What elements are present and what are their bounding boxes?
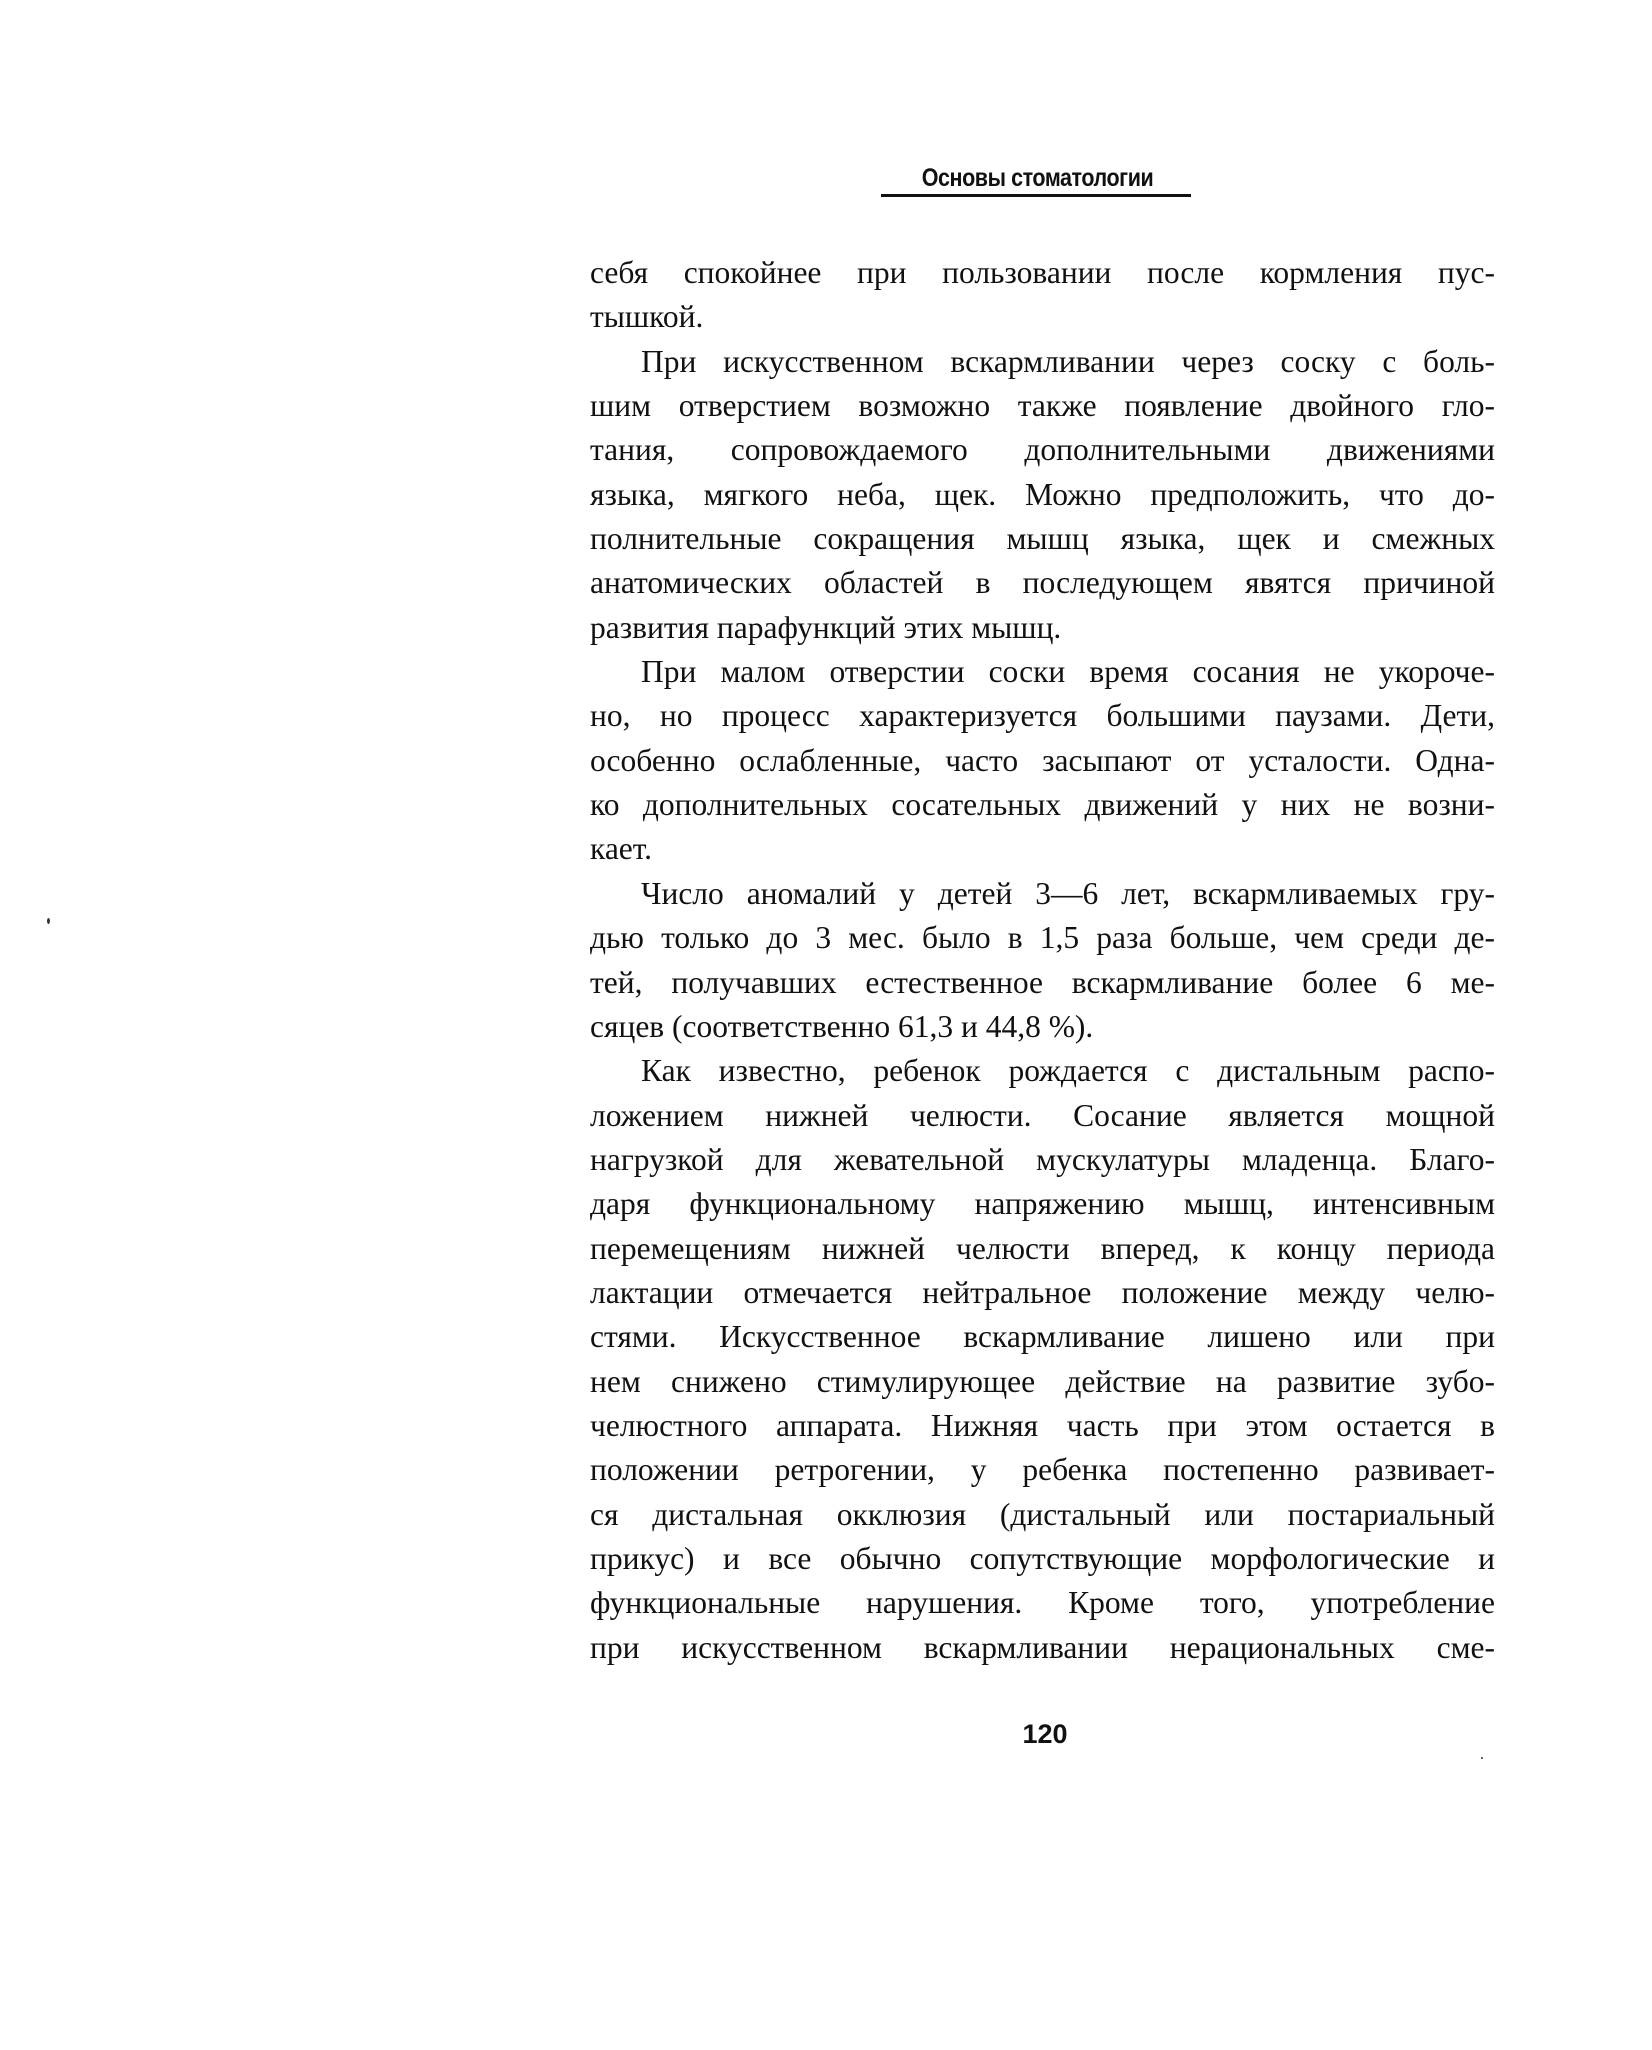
text-line: функциональные нарушения. Кроме того, употребление	[590, 1585, 1495, 1621]
text-line: При малом отверстии соски время сосания не укороче-	[641, 654, 1495, 690]
scan-speck	[1481, 1757, 1483, 1759]
paragraph	[590, 251, 1495, 340]
text-line: Число аномалий у детей 3—6 лет, вскармливаемых гру-	[641, 875, 1495, 911]
text-line: перемещениям нижней челюсти вперед, к концу периода	[590, 1230, 1495, 1266]
text-line: себя спокойнее при пользовании после кормления пус-	[590, 255, 1495, 290]
text-line: ложением нижней челюсти. Сосание является мощной	[590, 1097, 1495, 1133]
text-line: челюстного аппарата. Нижняя часть при этом остается в	[590, 1407, 1495, 1443]
running-head-title: Основы стоматологии	[921, 164, 1154, 192]
text-line: шим отверстием возможно также появление двойного гло-	[590, 388, 1495, 424]
text-line: стями. Искусственное вскармливание лишено или при	[590, 1319, 1495, 1355]
text-line: нем снижено стимулирующее действие на развитие зубо-	[590, 1363, 1495, 1399]
paragraph	[590, 650, 1495, 872]
text-line: нагрузкой для жевательной мускулатуры младенца. Благо-	[590, 1141, 1495, 1177]
text-line: дью только до 3 мес. было в 1,5 раза больше, чем среди де-	[590, 920, 1495, 956]
scan-speck	[47, 918, 50, 924]
text-line: При искусственном вскармливании через соску с боль-	[641, 343, 1495, 379]
body-text	[590, 251, 1495, 1670]
text-line: тания, сопровождаемого дополнительными движениями	[590, 432, 1495, 468]
paragraph	[590, 340, 1495, 650]
text-line: лактации отмечается нейтральное положение между челю-	[590, 1274, 1495, 1310]
paragraph	[590, 872, 1495, 1049]
text-line: ко дополнительных сосательных движений у них не возни-	[590, 787, 1495, 823]
running-head-rule	[881, 194, 1191, 197]
text-line: языка, мягкого неба, щек. Можно предположить, что до-	[590, 476, 1495, 512]
text-line: кает.	[590, 831, 653, 867]
text-line: Как известно, ребенок рождается с дистальным распо-	[641, 1053, 1495, 1089]
text-line: анатомических областей в последующем явятся причиной	[590, 565, 1495, 601]
text-line: тышкой.	[590, 299, 704, 335]
text-line: тей, получавших естественное вскармливание более 6 ме-	[590, 964, 1495, 1000]
text-line: прикус) и все обычно сопутствующие морфологические и	[590, 1540, 1495, 1576]
text-line: даря функциональному напряжению мышц, интенсивным	[590, 1186, 1495, 1222]
text-line: но, но процесс характеризуется большими паузами. Дети,	[590, 698, 1495, 734]
text-line: при искусственном вскармливании нерациональных сме-	[590, 1629, 1495, 1665]
paragraph	[590, 1049, 1495, 1670]
text-line: особенно ослабленные, часто засыпают от усталости. Одна-	[590, 742, 1495, 778]
page-number: 120	[1022, 1719, 1068, 1749]
text-line: ся дистальная окклюзия (дистальный или постариальный	[590, 1496, 1495, 1532]
text-line: сяцев (соответственно 61,3 и 44,8 %).	[590, 1008, 1094, 1044]
text-line: развития парафункций этих мышц.	[590, 609, 1062, 645]
text-line: положении ретрогении, у ребенка постепенно развивает-	[590, 1452, 1495, 1488]
text-line: полнительные сокращения мышц языка, щек и смежных	[590, 521, 1495, 557]
